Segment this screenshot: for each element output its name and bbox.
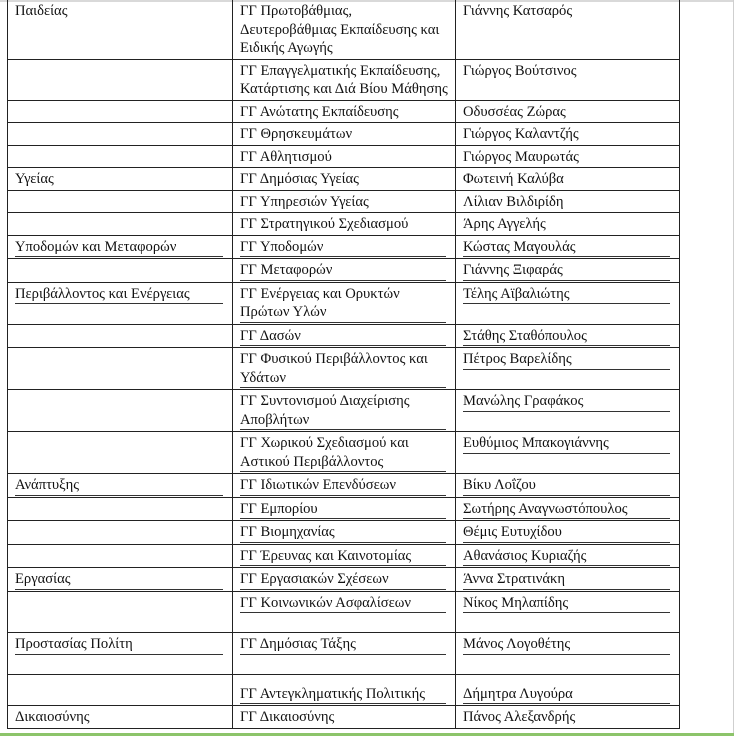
directorate-label: ΓΓ Ιδιωτικών Επενδύσεων — [240, 476, 446, 496]
directorate-cell — [233, 190, 456, 213]
ministry-label: Υγείας — [15, 171, 54, 187]
directorate-cell — [233, 568, 456, 592]
ministry-cell — [8, 591, 233, 633]
name-cell — [456, 591, 680, 633]
table-row — [8, 674, 680, 706]
ministry-label: Δικαιοσύνης — [15, 709, 90, 725]
ministry-cell — [8, 474, 233, 498]
person-name: Λίλιαν Βιλδιρίδη — [463, 193, 564, 210]
directorate-label: ΓΓ Εργασιακών Σχέσεων — [240, 570, 446, 590]
directorate-label: ΓΓ Βιομηχανίας — [240, 523, 446, 543]
ministry-cell — [8, 706, 233, 729]
table-row — [8, 324, 680, 348]
person-name: Ευθύμιος Μπακογιάννης — [463, 434, 670, 454]
directorate-cell — [233, 282, 456, 324]
directorate-label: ΓΓ Δικαιοσύνης — [240, 709, 335, 725]
directorate-cell — [233, 390, 456, 432]
directorate-cell — [233, 59, 456, 100]
person-name: Θέμις Ευτυχίδου — [463, 523, 670, 543]
table-row — [8, 633, 680, 675]
ministry-label: Εργασίας — [15, 570, 223, 590]
name-cell — [456, 633, 680, 675]
ministry-label: Περιβάλλοντος και Ενέργειας — [15, 285, 223, 305]
name-cell — [456, 474, 680, 498]
table-row — [8, 0, 680, 59]
name-cell — [456, 282, 680, 324]
person-name: Δήμητρα Λυγούρα — [463, 685, 670, 705]
directorate-cell — [233, 0, 456, 59]
name-cell — [456, 348, 680, 390]
directorate-cell — [233, 145, 456, 168]
table-row — [8, 282, 680, 324]
person-name: Φωτεινή Καλύβα — [463, 171, 564, 187]
table-row — [8, 100, 680, 123]
ministry-cell — [8, 633, 233, 675]
ministry-cell — [8, 168, 233, 191]
name-cell — [456, 213, 680, 236]
person-name: Γιάννης Ξιφαράς — [463, 261, 670, 281]
name-cell — [456, 324, 680, 348]
person-name: Αθανάσιος Κυριαζής — [463, 547, 670, 567]
directorate-cell — [233, 235, 456, 259]
directorate-label: ΓΓ Μεταφορών — [240, 261, 446, 281]
table-row — [8, 213, 680, 236]
table-row — [8, 568, 680, 592]
name-cell — [456, 235, 680, 259]
ministry-label: Ανάπτυξης — [15, 476, 223, 496]
directorate-label: ΓΓ Δασών — [240, 327, 446, 347]
directorate-label: ΓΓ Έρευνας και Καινοτομίας — [240, 547, 446, 567]
ministry-cell — [8, 324, 233, 348]
directorate-cell — [233, 706, 456, 729]
table-row — [8, 259, 680, 283]
person-name: Στάθης Σταθόπουλος — [463, 327, 670, 347]
person-name: Νίκος Μηλαπίδης — [463, 594, 670, 614]
table-row — [8, 432, 680, 474]
directorate-cell — [233, 591, 456, 633]
directorate-label: ΓΓ Αντεγκληματικής Πολιτικής — [240, 685, 446, 705]
directorate-label: ΓΓ Στρατηγικού Σχεδιασμού — [240, 216, 409, 232]
directorate-label: ΓΓ Επαγγελματικής Εκπαίδευσης, Κατάρτισης και Διά Βίου Μάθησης — [240, 62, 448, 97]
person-name: Γιάννης Κατσαρός — [463, 3, 573, 19]
directorate-cell — [233, 213, 456, 236]
table-row — [8, 591, 680, 633]
directorate-cell — [233, 544, 456, 568]
ministry-cell — [8, 235, 233, 259]
table-row — [8, 59, 680, 100]
table-row — [8, 348, 680, 390]
directorate-cell — [233, 521, 456, 545]
name-cell — [456, 497, 680, 521]
table-row — [8, 123, 680, 146]
table-row — [8, 521, 680, 545]
ministry-cell — [8, 544, 233, 568]
ministry-cell — [8, 145, 233, 168]
directorate-cell — [233, 168, 456, 191]
person-name: Κώστας Μαγουλάς — [463, 238, 670, 258]
directorate-cell — [233, 497, 456, 521]
person-name: Σωτήρης Αναγνωστόπουλος — [463, 500, 670, 520]
ministry-label: Υποδομών και Μεταφορών — [15, 238, 223, 258]
table-row — [8, 706, 680, 729]
secretaries-general-table — [7, 0, 680, 729]
directorate-label: ΓΓ Συντονισμού Διαχείρισης Αποβλήτων — [240, 392, 446, 430]
name-cell — [456, 190, 680, 213]
ministry-cell — [8, 348, 233, 390]
document-page — [7, 0, 679, 729]
person-name: Πάνος Αλεξανδρής — [463, 709, 576, 725]
directorate-cell — [233, 324, 456, 348]
person-name: Άρης Αγγελής — [463, 216, 546, 232]
name-cell — [456, 521, 680, 545]
ministry-cell — [8, 59, 233, 100]
name-cell — [456, 390, 680, 432]
person-name: Μάνος Λογοθέτης — [463, 635, 670, 655]
name-cell — [456, 674, 680, 706]
table-row — [8, 544, 680, 568]
directorate-label: ΓΓ Υποδομών — [240, 238, 446, 258]
ministry-cell — [8, 521, 233, 545]
directorate-label: ΓΓ Χωρικού Σχεδιασμού και Αστικού Περιβάλλοντος — [240, 434, 446, 472]
name-cell — [456, 59, 680, 100]
name-cell — [456, 100, 680, 123]
directorate-label: ΓΓ Εμπορίου — [240, 500, 446, 520]
directorate-label: ΓΓ Αθλητισμού — [240, 148, 332, 165]
ministry-cell — [8, 213, 233, 236]
ministry-cell — [8, 282, 233, 324]
table-row — [8, 168, 680, 191]
directorate-cell — [233, 674, 456, 706]
name-cell — [456, 145, 680, 168]
person-name: Οδυσσέας Ζώρας — [463, 103, 566, 120]
name-cell — [456, 168, 680, 191]
directorate-label: ΓΓ Ανώτατης Εκπαίδευσης — [240, 103, 399, 120]
ministry-cell — [8, 0, 233, 59]
ministry-cell — [8, 390, 233, 432]
person-name: Μανώλης Γραφάκος — [463, 392, 670, 412]
directorate-cell — [233, 100, 456, 123]
person-name: Πέτρος Βαρελίδης — [463, 350, 670, 370]
name-cell — [456, 568, 680, 592]
name-cell — [456, 706, 680, 729]
ministry-cell — [8, 432, 233, 474]
directorate-label: ΓΓ Κοινωνικών Ασφαλίσεων — [240, 594, 446, 614]
table-row — [8, 235, 680, 259]
directorate-label: ΓΓ Ενέργειας και Ορυκτών Πρώτων Υλών — [240, 285, 446, 323]
ministry-cell — [8, 497, 233, 521]
directorate-label: ΓΓ Φυσικού Περιβάλλοντος και Υδάτων — [240, 350, 446, 388]
name-cell — [456, 0, 680, 59]
table-row — [8, 145, 680, 168]
ministry-label: Προστασίας Πολίτη — [15, 635, 223, 655]
name-cell — [456, 432, 680, 474]
ministry-cell — [8, 674, 233, 706]
directorate-cell — [233, 123, 456, 146]
directorate-label: ΓΓ Δημόσιας Τάξης — [240, 635, 446, 655]
person-name: Γιώργος Βούτσινος — [463, 62, 577, 79]
ministry-cell — [8, 259, 233, 283]
directorate-cell — [233, 432, 456, 474]
directorate-cell — [233, 474, 456, 498]
ministry-cell — [8, 190, 233, 213]
table-row — [8, 390, 680, 432]
person-name: Γιώργος Καλαντζής — [463, 126, 579, 142]
ministry-cell — [8, 568, 233, 592]
person-name: Βίκυ Λοΐζου — [463, 476, 670, 496]
directorate-label: ΓΓ Θρησκευμάτων — [240, 126, 353, 142]
name-cell — [456, 544, 680, 568]
ministry-cell — [8, 100, 233, 123]
person-name: Άννα Στρατινάκη — [463, 570, 670, 590]
directorate-label: ΓΓ Δημόσιας Υγείας — [240, 171, 359, 187]
directorate-label: ΓΓ Πρωτοβάθμιας, Δευτεροβάθμιας Εκπαίδευσης και Ειδικής Αγωγής — [240, 3, 440, 56]
ministry-label: Παιδείας — [15, 3, 68, 19]
directorate-label: ΓΓ Υπηρεσιών Υγείας — [240, 193, 369, 210]
directorate-cell — [233, 348, 456, 390]
directorate-cell — [233, 259, 456, 283]
person-name: Τέλης Αϊβαλιώτης — [463, 285, 670, 305]
name-cell — [456, 259, 680, 283]
ministry-cell — [8, 123, 233, 146]
directorate-cell — [233, 633, 456, 675]
table-row — [8, 190, 680, 213]
table-row — [8, 474, 680, 498]
table-row — [8, 497, 680, 521]
person-name: Γιώργος Μαυρωτάς — [463, 148, 579, 165]
name-cell — [456, 123, 680, 146]
